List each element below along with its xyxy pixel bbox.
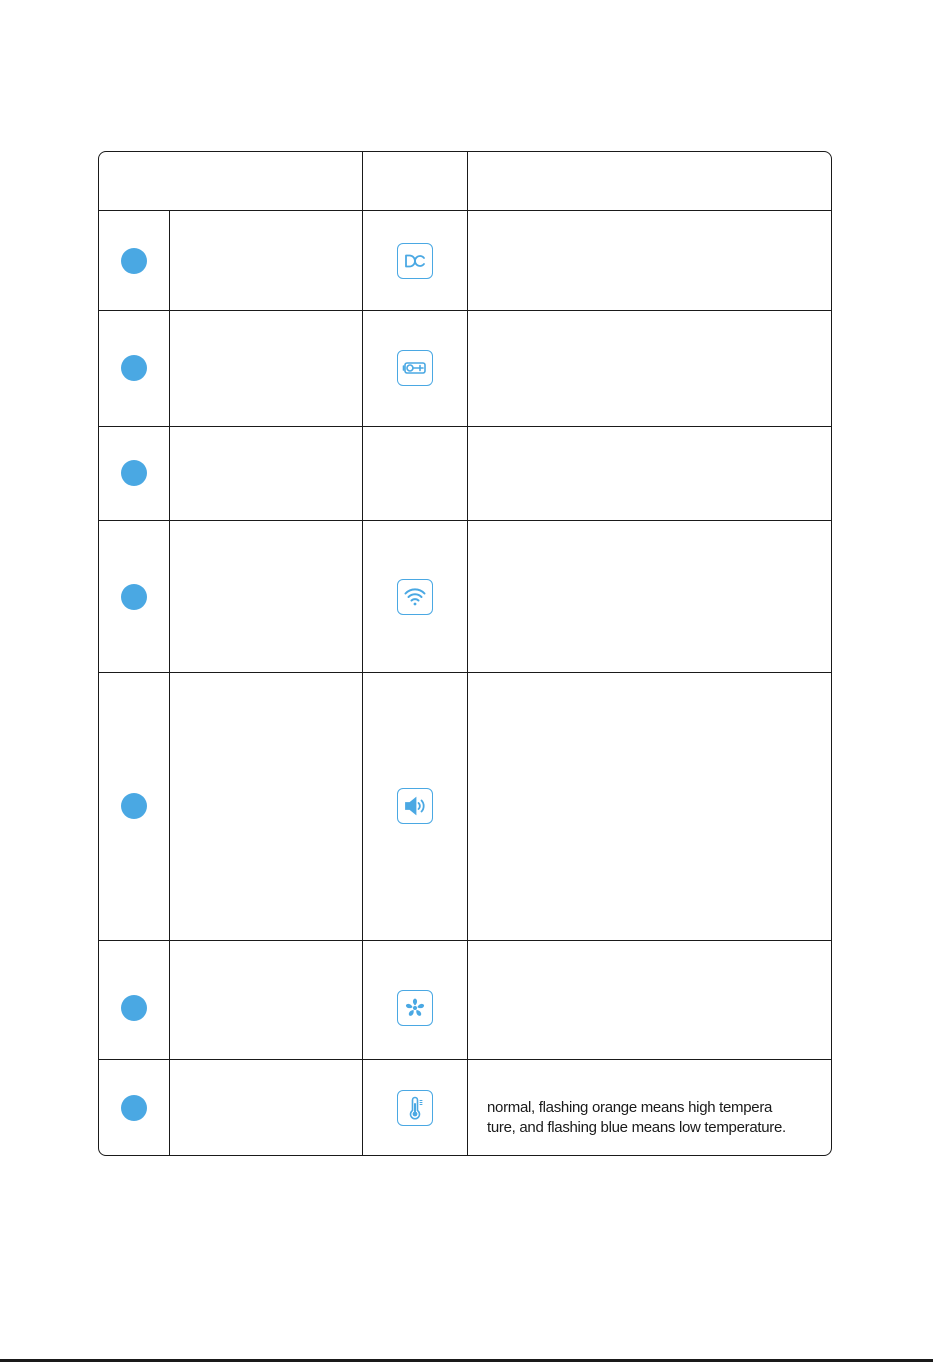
column-divider [467, 151, 468, 1156]
fan-icon [397, 990, 433, 1026]
dc-icon [397, 243, 433, 279]
thermometer-icon [397, 1090, 433, 1126]
battery-icon [397, 350, 433, 386]
indicator-table [98, 151, 832, 1156]
row-divider [98, 672, 832, 673]
row-divider [98, 310, 832, 311]
column-divider [169, 210, 170, 1156]
row-number-marker [121, 995, 147, 1021]
row-divider [98, 520, 832, 521]
row-number-marker [121, 793, 147, 819]
row-number-marker [121, 584, 147, 610]
speaker-icon [397, 788, 433, 824]
row-number-marker [121, 248, 147, 274]
row-divider [98, 426, 832, 427]
row-divider [98, 1059, 832, 1060]
column-divider [362, 151, 363, 1156]
wifi-icon [397, 579, 433, 615]
table-header-divider [98, 210, 832, 211]
row-number-marker [121, 355, 147, 381]
row-divider [98, 940, 832, 941]
row-description: normal, flashing orange means high tempera ture, and flashing blue means low temperature. [487, 1099, 786, 1136]
row-number-marker [121, 460, 147, 486]
row-number-marker [121, 1095, 147, 1121]
